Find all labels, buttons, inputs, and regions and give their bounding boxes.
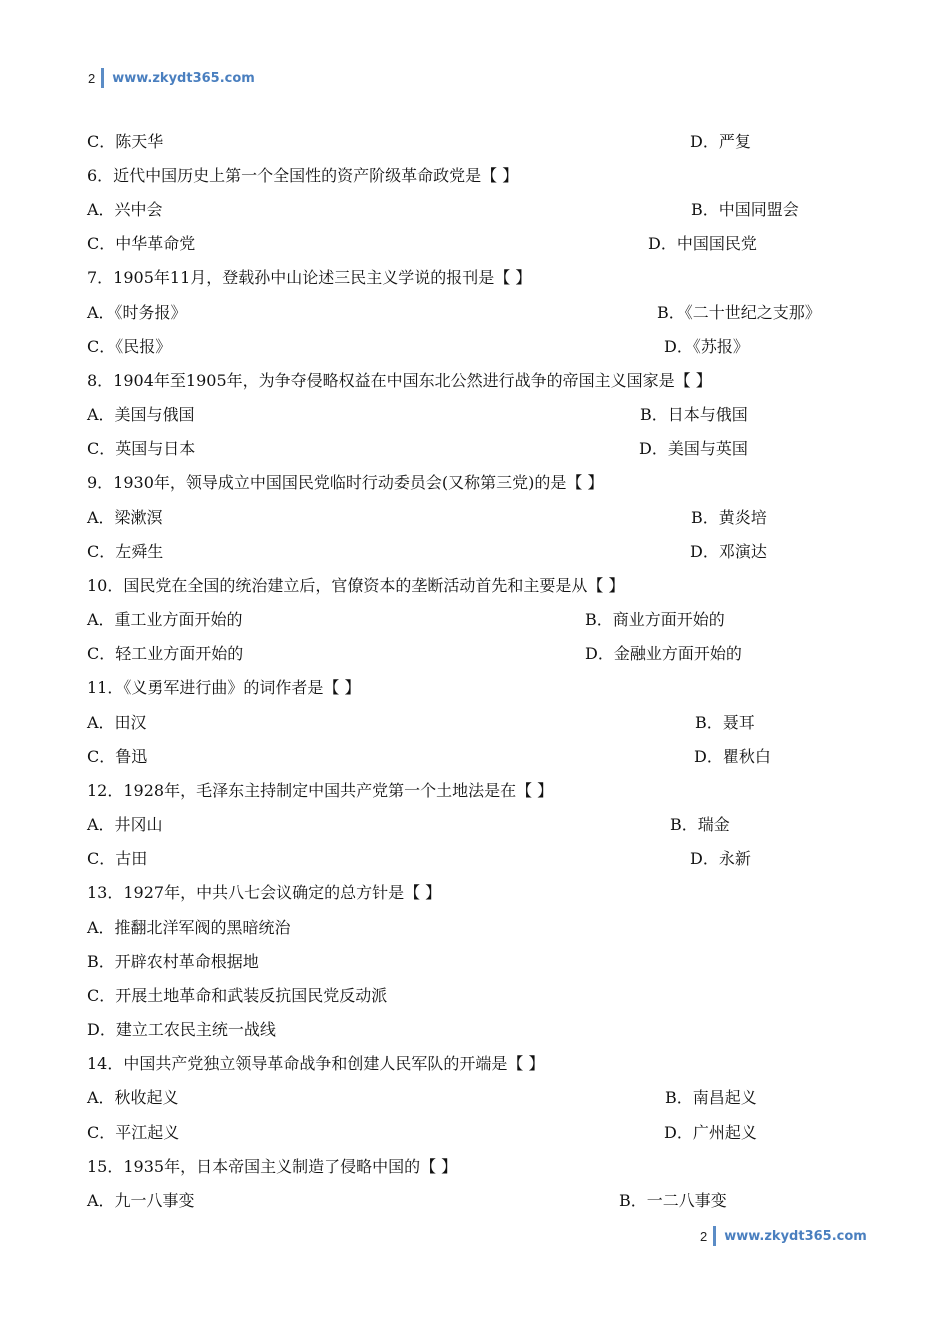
option-a: A．梁漱溟 [87, 508, 163, 527]
option-d: D．严复 [690, 132, 751, 151]
option-d: D．美国与英国 [639, 439, 748, 458]
option-d: D．广州起义 [664, 1123, 757, 1142]
option-a: A．秋收起义 [87, 1088, 179, 1107]
question-9: 9．1930年，领导成立中国国民党临时行动委员会(又称第三党)的是【 】 [87, 473, 604, 492]
question-13: 13．1927年，中共八七会议确定的总方针是【 】 [87, 883, 442, 902]
page-footer [700, 1226, 867, 1246]
option-b: B．瑞金 [670, 815, 730, 834]
option-c: C．古田 [87, 849, 148, 868]
option-c: C．左舜生 [87, 542, 164, 561]
option-a: A．兴中会 [87, 200, 163, 219]
option-d: D．《苏报》 [664, 337, 749, 356]
option-c: C．鲁迅 [87, 747, 148, 766]
header-site: www.zkydt365.com [112, 70, 255, 86]
footer-page-number: 2 [700, 1228, 708, 1244]
option-b: B．中国同盟会 [691, 200, 799, 219]
footer-site: www.zkydt365.com [724, 1228, 867, 1244]
option-d: D．中国国民党 [648, 234, 757, 253]
option-c: C．平江起义 [87, 1123, 180, 1142]
question-15: 15．1935年，日本帝国主义制造了侵略中国的【 】 [87, 1157, 458, 1176]
question-12: 12．1928年，毛泽东主持制定中国共产党第一个土地法是在【 】 [87, 781, 554, 800]
option-b: B．《二十世纪之支那》 [657, 303, 821, 322]
option-b: B．南昌起义 [665, 1088, 757, 1107]
question-14: 14．中国共产党独立领导革命战争和创建人民军队的开端是【 】 [87, 1054, 545, 1073]
option-c: C．陈天华 [87, 132, 164, 151]
option-d: D．瞿秋白 [694, 747, 771, 766]
page-header [88, 68, 255, 88]
option-a: A．井冈山 [87, 815, 163, 834]
question-6: 6．近代中国历史上第一个全国性的资产阶级革命政党是【 】 [87, 166, 519, 185]
option-a: A．九一八事变 [87, 1191, 195, 1210]
option-a: A．田汉 [87, 713, 147, 732]
option-d: D．金融业方面开始的 [585, 644, 742, 663]
header-page-number: 2 [88, 70, 96, 86]
option-d: D．邓演达 [690, 542, 767, 561]
option-b: B．商业方面开始的 [585, 610, 725, 629]
option-c: C．英国与日本 [87, 439, 196, 458]
header-divider [101, 68, 104, 88]
option-b: B．聂耳 [695, 713, 755, 732]
option-a: A．重工业方面开始的 [87, 610, 243, 629]
option-b: B．一二八事变 [619, 1191, 727, 1210]
option-c: C．开展土地革命和武装反抗国民党反动派 [87, 986, 388, 1005]
option-c: C．《民报》 [87, 337, 172, 356]
question-8: 8．1904年至1905年，为争夺侵略权益在中国东北公然进行战争的帝国主义国家是【 】 [87, 371, 712, 390]
question-11: 11．《义勇军进行曲》的词作者是【 】 [87, 678, 361, 697]
footer-divider [713, 1226, 716, 1246]
option-c: C．中华革命党 [87, 234, 196, 253]
option-c: C．轻工业方面开始的 [87, 644, 244, 663]
option-a: A．推翻北洋军阀的黑暗统治 [87, 918, 291, 937]
option-d: D．建立工农民主统一战线 [87, 1020, 276, 1039]
option-b: B．日本与俄国 [640, 405, 748, 424]
option-d: D．永新 [690, 849, 751, 868]
question-7: 7．1905年11月，登载孙中山论述三民主义学说的报刊是【 】 [87, 268, 532, 287]
option-b: B．开辟农村革命根据地 [87, 952, 259, 971]
question-10: 10．国民党在全国的统治建立后，官僚资本的垄断活动首先和主要是从【 】 [87, 576, 625, 595]
option-b: B．黄炎培 [691, 508, 767, 527]
option-a: A．美国与俄国 [87, 405, 195, 424]
option-a: A．《时务报》 [87, 303, 187, 322]
